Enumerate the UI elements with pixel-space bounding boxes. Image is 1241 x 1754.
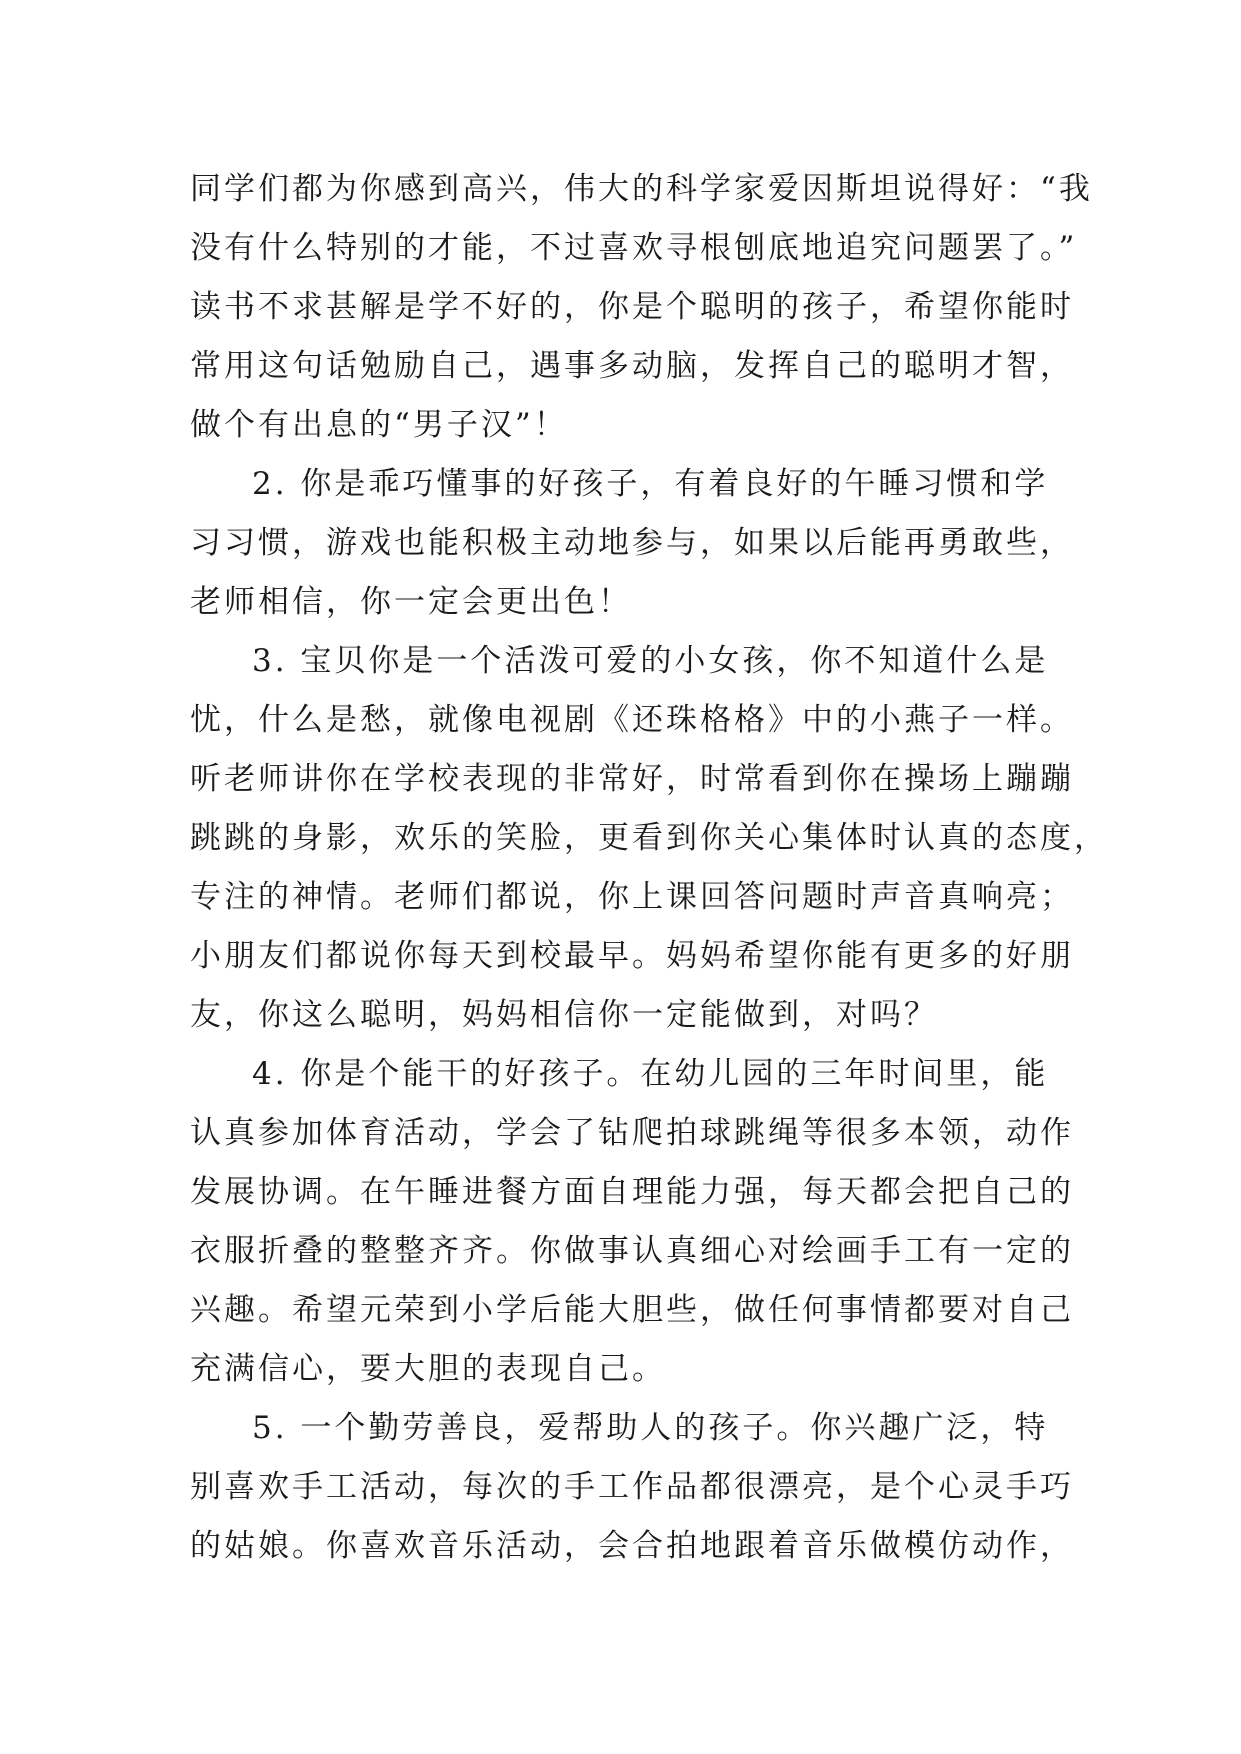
text-line: 的姑娘。你喜欢音乐活动，会合拍地跟着音乐做模仿动作，: [190, 1528, 1074, 1564]
text-line: 3. 宝贝你是一个活泼可爱的小女孩，你不知道什么是: [252, 643, 1049, 679]
paragraph-5: [190, 1399, 1074, 1576]
text-line: 兴趣。希望元荣到小学后能大胆些，做任何事情都要对自己: [190, 1292, 1074, 1328]
paragraph-1: [190, 160, 1093, 455]
paragraph-2: [190, 455, 1074, 632]
text-line: 常用这句话勉励自己，遇事多动脑，发挥自己的聪明才智，: [190, 348, 1074, 384]
text-line: 2. 你是乖巧懂事的好孩子，有着良好的午睡习惯和学: [252, 466, 1049, 502]
text-line: 听老师讲你在学校表现的非常好，时常看到你在操场上蹦蹦: [190, 761, 1074, 797]
text-line: 跳跳的身影，欢乐的笑脸，更看到你关心集体时认真的态度，: [190, 820, 1108, 856]
text-line: 习习惯，游戏也能积极主动地参与，如果以后能再勇敢些，: [190, 525, 1074, 561]
text-line: 5. 一个勤劳善良，爱帮助人的孩子。你兴趣广泛，特: [252, 1410, 1049, 1446]
text-line: 认真参加体育活动，学会了钻爬拍球跳绳等很多本领，动作: [190, 1115, 1074, 1151]
text-line: 没有什么特别的才能，不过喜欢寻根刨底地追究问题罢了。”: [190, 230, 1078, 266]
text-line: 别喜欢手工活动，每次的手工作品都很漂亮，是个心灵手巧: [190, 1469, 1074, 1505]
paragraph-4: [190, 1045, 1074, 1399]
text-line: 读书不求甚解是学不好的，你是个聪明的孩子，希望你能时: [190, 289, 1074, 325]
document-body: [190, 160, 1108, 1576]
text-line: 忧，什么是愁，就像电视剧《还珠格格》中的小燕子一样。: [190, 702, 1074, 738]
text-line: 友，你这么聪明，妈妈相信你一定能做到，对吗？: [190, 997, 938, 1033]
text-line: 充满信心，要大胆的表现自己。: [190, 1351, 666, 1387]
text-line: 衣服折叠的整整齐齐。你做事认真细心对绘画手工有一定的: [190, 1233, 1074, 1269]
text-line: 做个有出息的“男子汉”！: [190, 407, 568, 443]
text-line: 老师相信，你一定会更出色！: [190, 584, 632, 620]
text-line: 专注的神情。老师们都说，你上课回答问题时声音真响亮；: [190, 879, 1074, 915]
text-line: 4. 你是个能干的好孩子。在幼儿园的三年时间里，能: [252, 1056, 1049, 1092]
text-line: 发展协调。在午睡进餐方面自理能力强，每天都会把自己的: [190, 1174, 1074, 1210]
text-line: 小朋友们都说你每天到校最早。妈妈希望你能有更多的好朋: [190, 938, 1074, 974]
paragraph-3: [190, 632, 1108, 1045]
text-line: 同学们都为你感到高兴，伟大的科学家爱因斯坦说得好：“我: [190, 171, 1093, 207]
